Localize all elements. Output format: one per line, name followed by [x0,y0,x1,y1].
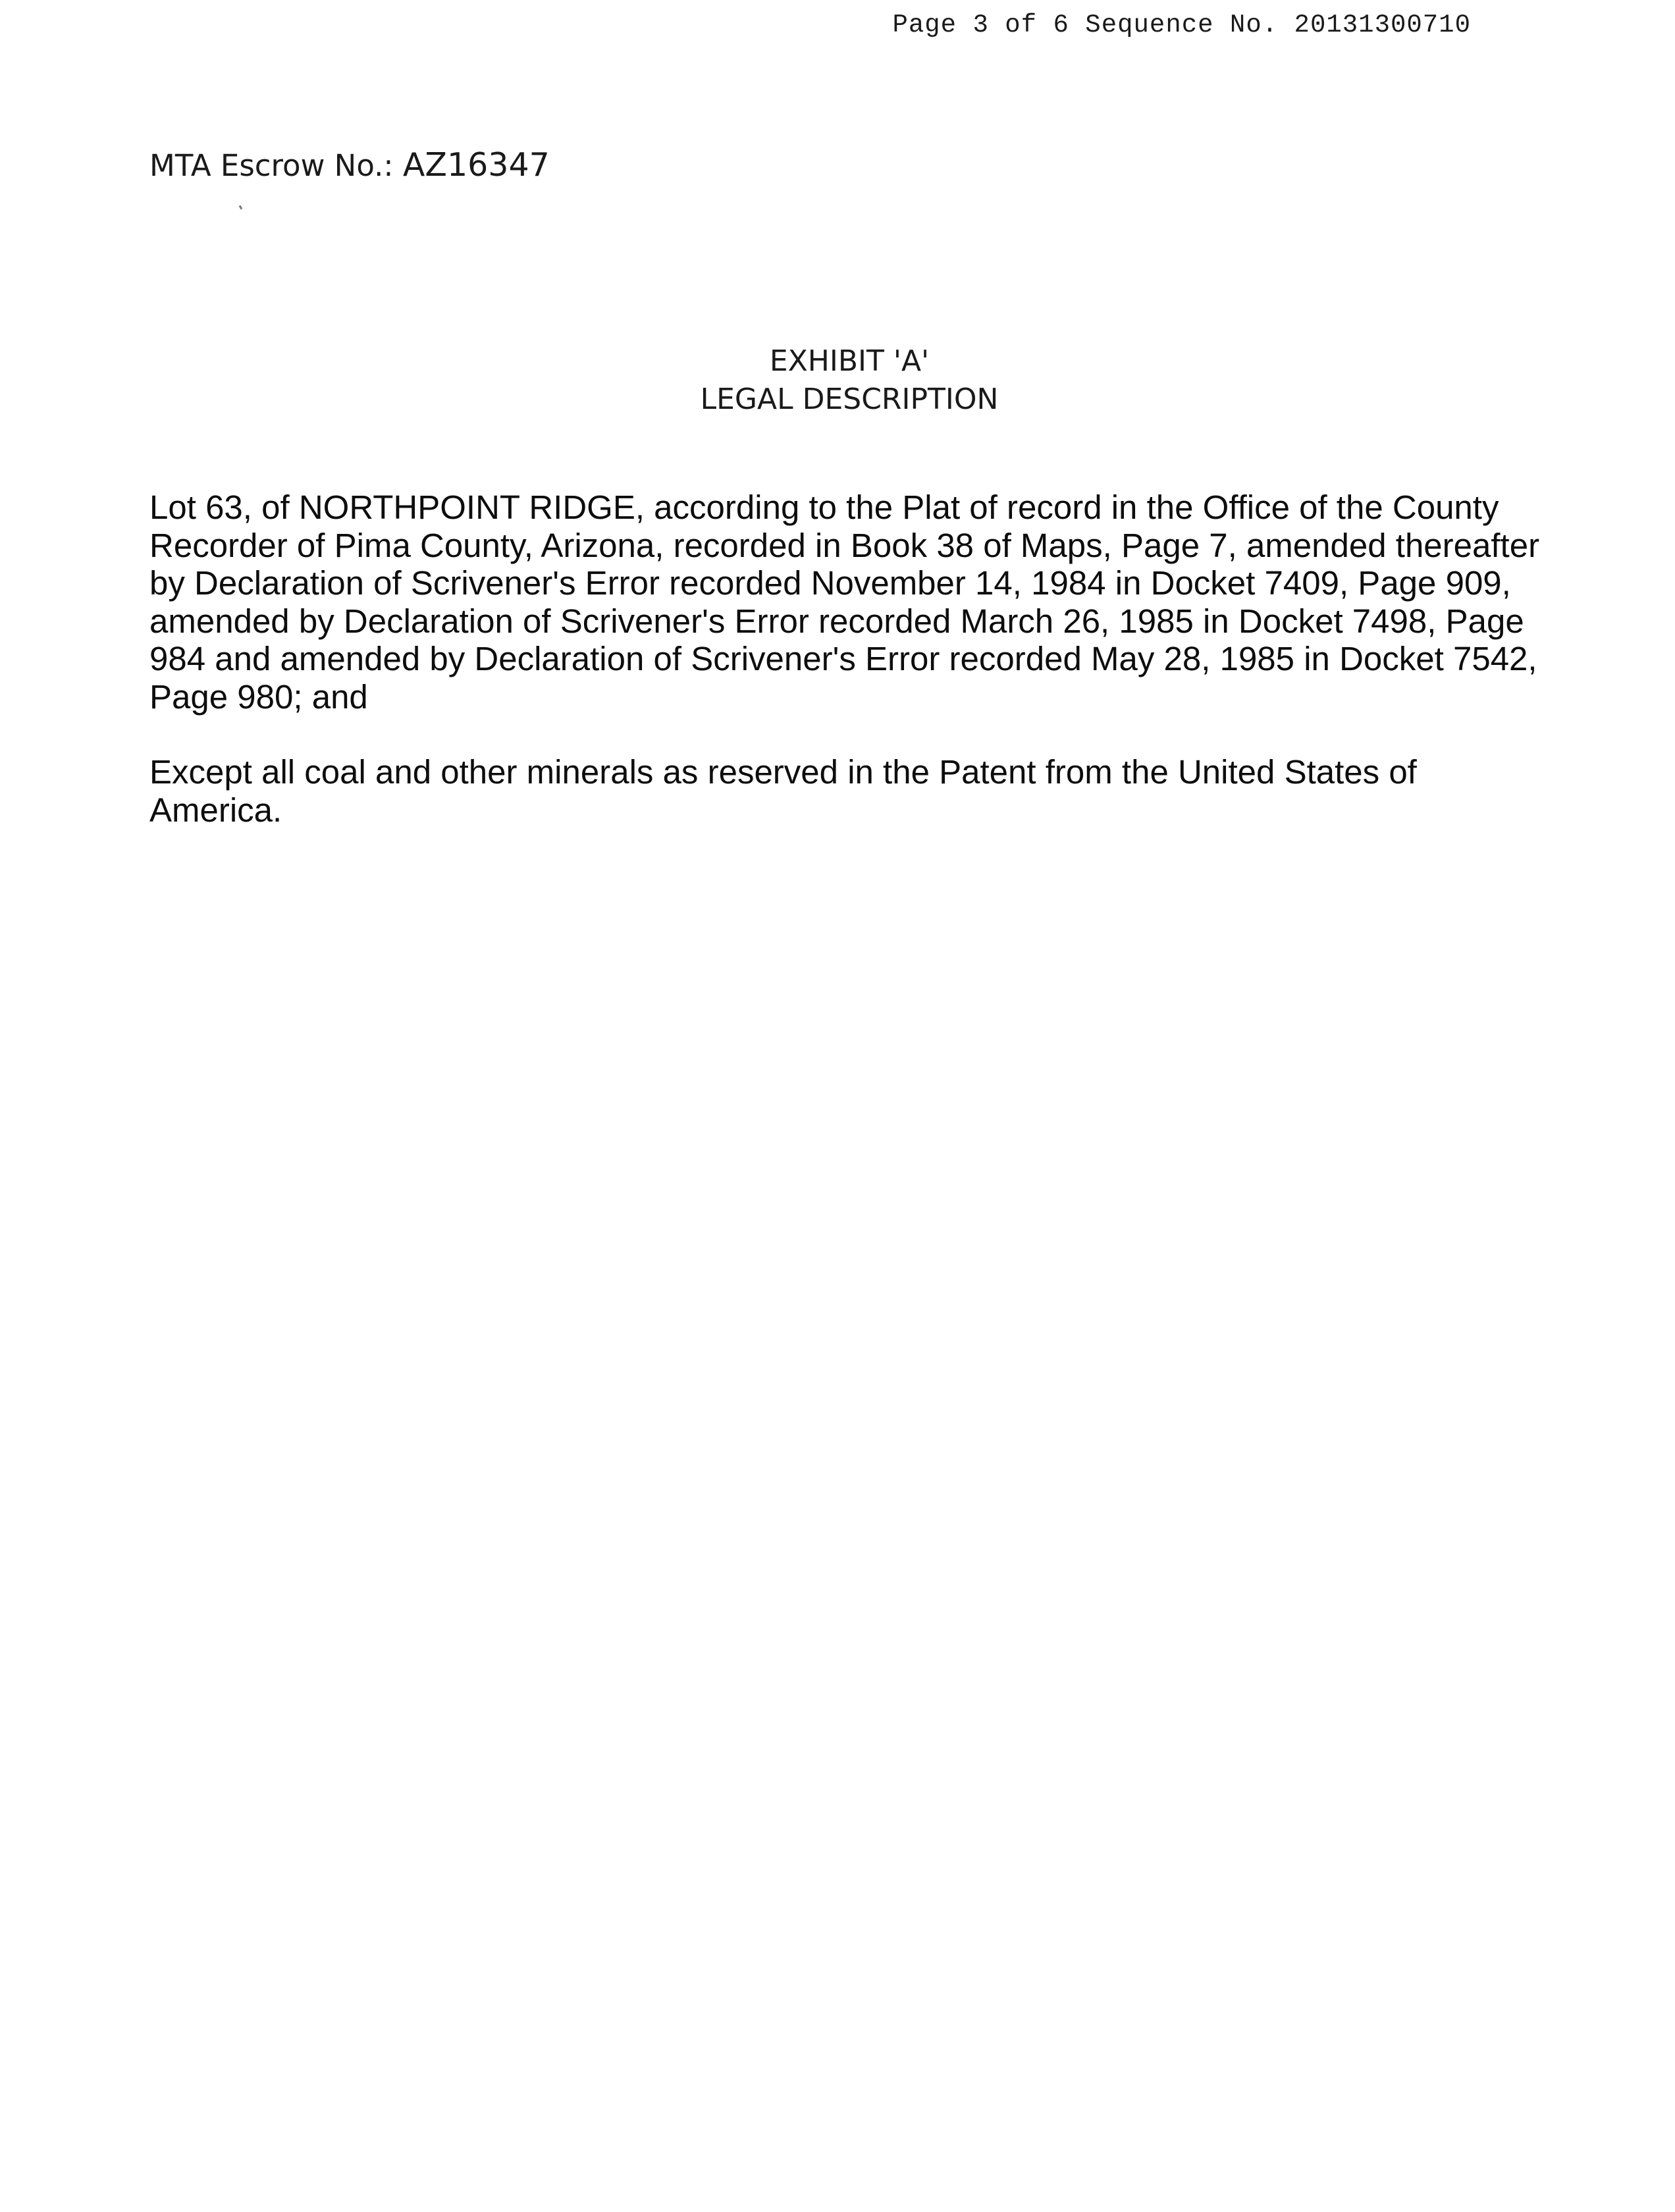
paragraph-line: America. [149,791,282,829]
paragraph-line: 984 and amended by Declaration of Scrivener's Error recorded May 28, 1985 in Docket 7542, [149,640,1537,677]
exhibit-title: EXHIBIT 'A' [769,344,930,378]
paragraph-line: by Declaration of Scrivener's Error recorded November 14, 1984 in Docket 7409, Page 909, [149,564,1511,602]
exhibit-heading [0,342,1675,419]
paragraph-line: amended by Declaration of Scrivener's Error recorded March 26, 1985 in Docket 7498, Page [149,602,1524,640]
mineral-exception-paragraph [149,753,1417,829]
paragraph-line: Recorder of Pima County, Arizona, recorded in Book 38 of Maps, Page 7, amended thereafter [149,526,1540,564]
scan-artifact [239,205,243,210]
legal-description-paragraph [149,488,1539,716]
escrow-number: AZ16347 [402,146,550,184]
escrow-label: MTA Escrow No.: [149,148,394,183]
paragraph-line: Except all coal and other minerals as reserved in the Patent from the United States of [149,753,1417,791]
paragraph-line: Lot 63, of NORTHPOINT RIDGE, according to the Plat of record in the Office of the County [149,488,1499,526]
paragraph-line: Page 980; and [149,677,368,716]
exhibit-subtitle: LEGAL DESCRIPTION [700,382,999,416]
recording-stamp: Page 3 of 6 Sequence No. 20131300710 [892,11,1471,40]
escrow-line [149,146,550,184]
